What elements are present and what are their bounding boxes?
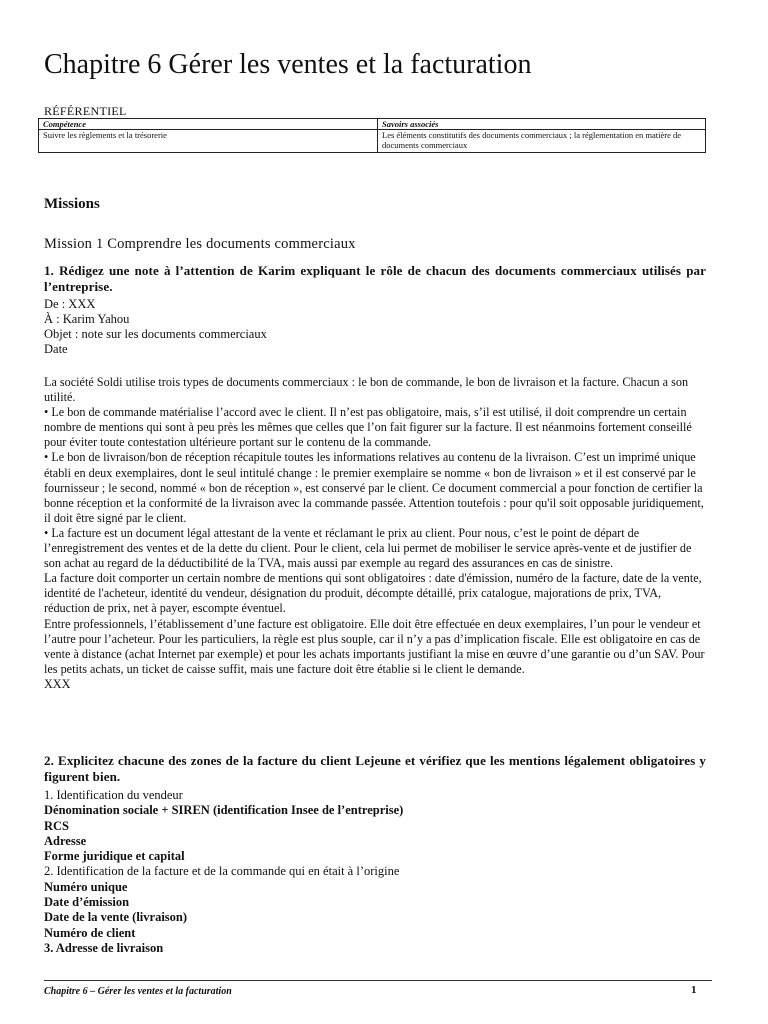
invoice-zones-list (44, 788, 403, 956)
question-2: 2. Explicitez chacune des zones de la facture du client Lejeune et vérifiez que les mentions légalement obligatoires y figurent bien. (44, 753, 706, 784)
memo-to: À : Karim Yahou (44, 312, 130, 326)
footer-chapter-title: Chapitre 6 – Gérer les ventes et la facturation (44, 986, 232, 997)
list-item: 1. Identification du vendeur (44, 788, 183, 802)
paragraph: • Le bon de commande matérialise l’accord avec le client. Il n’est pas obligatoire, mais, s’il est utilisé, il doit comprendre un certain nombre de mentions qui sont à peu près les mêmes que celles que l’on fait figurer sur la facture. Il est néanmoins fortement conseillé pour éviter toute contestation ultérieure portant sur le contenu de la commande. (44, 405, 692, 450)
referentiel-label: RÉFÉRENTIEL (44, 104, 127, 118)
header-competence: Compétence (39, 119, 378, 130)
list-item: Numéro unique (44, 879, 128, 894)
footer-divider (44, 980, 712, 981)
list-item: 3. Adresse de livraison (44, 940, 164, 955)
paragraph: • La facture est un document légal attestant de la vente et réclamant le prix au client. Pour nous, c’est le point de départ de l’enregistrement des ventes et de la dette du client. Pour le client, cela lui permet de mobiliser le service après-vente et de justifier de son achat au regard de la déductibilité de la TVA, mais aussi par exemple au regard des assurances en cas de sinistre. (44, 525, 692, 571)
table-header-row (39, 119, 706, 130)
list-item: RCS (44, 818, 70, 833)
memo-header (44, 297, 267, 357)
list-item: Adresse (44, 833, 87, 848)
page-number: 1 (691, 984, 697, 996)
paragraph: • Le bon de livraison/bon de réception récapitule toutes les informations relatives au contenu de la livraison. C’est un imprimé unique établi en deux exemplaires, dont le seul intitulé change : le premier exemplaire se nomme « bon de livraison » et il est conservé par le fournisseur ; le second, nommé « bon de réception », est conservé par le client. Ce document commercial a pour fonction de certifier la bonne réception et la conformité de la livraison avec la commande passée. Attention toutefois : pour qu'il soit opposable juridiquement, il doit être signé par le client. (44, 450, 704, 525)
memo-body (44, 375, 706, 692)
list-item: Numéro de client (44, 925, 136, 940)
list-item: 2. Identification de la facture et de la commande qui en était à l’origine (44, 864, 400, 879)
missions-heading: Missions (44, 196, 100, 212)
list-item: Date d’émission (44, 895, 130, 910)
list-item: Date de la vente (livraison) (44, 910, 188, 925)
table-row (39, 130, 706, 153)
mission1-heading: Mission 1 Comprendre les documents commerciaux (44, 236, 356, 252)
paragraph: La société Soldi utilise trois types de documents commerciaux : le bon de commande, le bon de livraison et la facture. Chacun a son utilité. (44, 375, 689, 405)
memo-date: Date (44, 342, 68, 356)
list-item: Forme juridique et capital (44, 849, 185, 864)
header-savoirs: Savoirs associés (378, 119, 706, 130)
cell-competence: Suivre les règlements et la trésorerie (39, 130, 378, 153)
paragraph: Entre professionnels, l’établissement d’une facture est obligatoire. Elle doit être effectuée en deux exemplaires, l’un pour le vendeur et l’autre pour l’acheteur. Pour les particuliers, la règle est plus souple, car il n’y a pas d’implication fiscale. Elle est obligatoire en cas de vente à distance (achat Internet par exemple) et pour les achats importants justifiant la mise en œuvre d’une garantie ou d’un SAV. Pour les petits achats, un ticket de caisse suffit, mais une facture doit être établie si le client le demande. (44, 616, 705, 676)
memo-from: De : XXX (44, 297, 96, 311)
memo-object: Objet : note sur les documents commerciaux (44, 327, 267, 341)
list-item: Dénomination sociale + SIREN (identification Insee de l’entreprise) (44, 803, 404, 818)
cell-savoirs: Les éléments constitutifs des documents commerciaux ; la réglementation en matière de documents commerciaux (378, 130, 706, 153)
memo-signature: XXX (44, 676, 71, 691)
question-1: 1. Rédigez une note à l’attention de Karim expliquant le rôle de chacun des documents commerciaux utilisés par l’entreprise. (44, 263, 706, 294)
paragraph: La facture doit comporter un certain nombre de mentions qui sont obligatoires : date d'émission, numéro de la facture, date de la vente, identité de l'acheteur, identité du vendeur, désignation du produit, décompte détaillé, prix catalogue, majorations de prix, TVA, réduction de prix, net à payer, escompte éventuel. (44, 571, 702, 616)
page-title: Chapitre 6 Gérer les ventes et la facturation (44, 49, 532, 80)
referentiel-table (38, 118, 706, 153)
